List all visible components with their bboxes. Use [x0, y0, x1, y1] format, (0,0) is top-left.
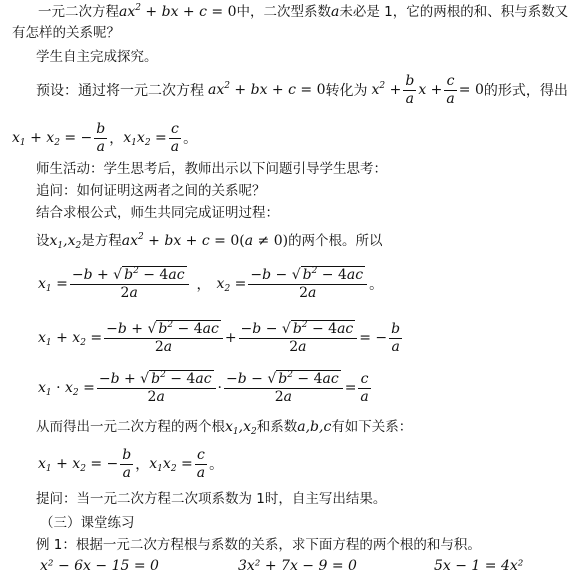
exercise-eq-3: 5x − 1 = 4x² [434, 558, 524, 574]
formula-general: $ax^2$ + bx + c = 0 [119, 3, 237, 20]
text: 从而得出一元二次方程的两个根 [36, 419, 225, 435]
fraction-b-over-a: $\frac{b}{a}$ [405, 72, 415, 107]
text: 转化为 [325, 83, 368, 99]
text: 未必是 1，它的两根的和、积与系数又 [339, 4, 569, 20]
formula-normalized: = 0 [458, 82, 484, 98]
line-hint: 提问：当一元二次方程二次项系数为 1时，自主写出结果。 [36, 491, 387, 507]
var-a: a [331, 4, 340, 20]
formula-general: $ax^2$ + bx + c = 0 [208, 81, 326, 98]
text: 一元二次方程 [38, 4, 119, 20]
line-combine: 结合求根公式，师生共同完成证明过程： [36, 205, 279, 221]
text: 是方程 [81, 233, 122, 249]
formula-normalized: x + [418, 82, 443, 98]
root-formula: $x_1$ = $\frac{-b + √ b^2 - 4ac}{2a}$ ， $x_2$ = $\frac{-b - √ b^2 - 4ac}{2a}$ 。 [38, 265, 384, 301]
line-let: 设$x_1,x_2$是方程$ax^2$ + bx + c = 0(a ≠ 0)的两个根。所以 [36, 232, 383, 251]
section-title: （三）课堂练习 [40, 515, 135, 531]
text: 有如下关系： [331, 419, 413, 435]
line-conclude: 从而得出一元二次方程的两个根$x_1,x_2$和系数a,b,c有如下关系： [36, 419, 413, 437]
text: 的形式，得出 [483, 83, 568, 99]
vieta-result-1: $x_1 + x_2$ = − $\frac{b}{a}$ ， $x_1x_2$ = $\frac{c}{a}$ 。 [12, 120, 198, 155]
line-ask: 追问：如何证明这两者之间的关系呢？ [36, 183, 266, 199]
paragraph-intro-line2: 有怎样的关系呢？ [12, 25, 120, 41]
text: 中，二次型系数 [236, 4, 332, 20]
example-prompt: 例 1：根据一元二次方程根与系数的关系，求下面方程的两个根的和与积。 [36, 537, 481, 553]
text: 和系数 [256, 419, 298, 435]
paragraph-intro-line1 [38, 3, 568, 21]
vieta-result-2: $x_1 + x_2$ = − $\frac{b}{a}$ ， $x_1x_2$ = $\frac{c}{a}$ 。 [38, 446, 224, 481]
line-activity: 师生活动：学生思考后，教师出示以下问题引导学生思考： [36, 161, 387, 177]
line-explore: 学生自主完成探究。 [36, 49, 158, 65]
formula-normalized: $x^2$ + [371, 81, 402, 98]
product-derivation: $x_1 \cdot x_2$ = $\frac{-b + √ b^2 - 4ac}{2a}$ · $\frac{-b - √ b^2 - 4ac}{2a}$ = $\frac{c}{a}$ [38, 369, 369, 405]
sum-derivation: $x_1 + x_2$ = $\frac{-b + √ b^2 - 4ac}{2a}$ + $\frac{-b - √ b^2 - 4ac}{2a}$ = − $\frac{b}{a}$ [38, 319, 401, 355]
preset-line [36, 70, 568, 110]
text: 设 [36, 233, 50, 249]
text: 预设：通过将一元二次方程 [36, 83, 204, 99]
text: 的两个根。所以 [288, 233, 383, 249]
fraction-c-over-a: $\frac{c}{a}$ [446, 72, 455, 107]
exercise-eq-2: 3x² + 7x − 9 = 0 [238, 558, 357, 574]
exercise-eq-1: x² − 6x − 15 = 0 [40, 558, 159, 574]
